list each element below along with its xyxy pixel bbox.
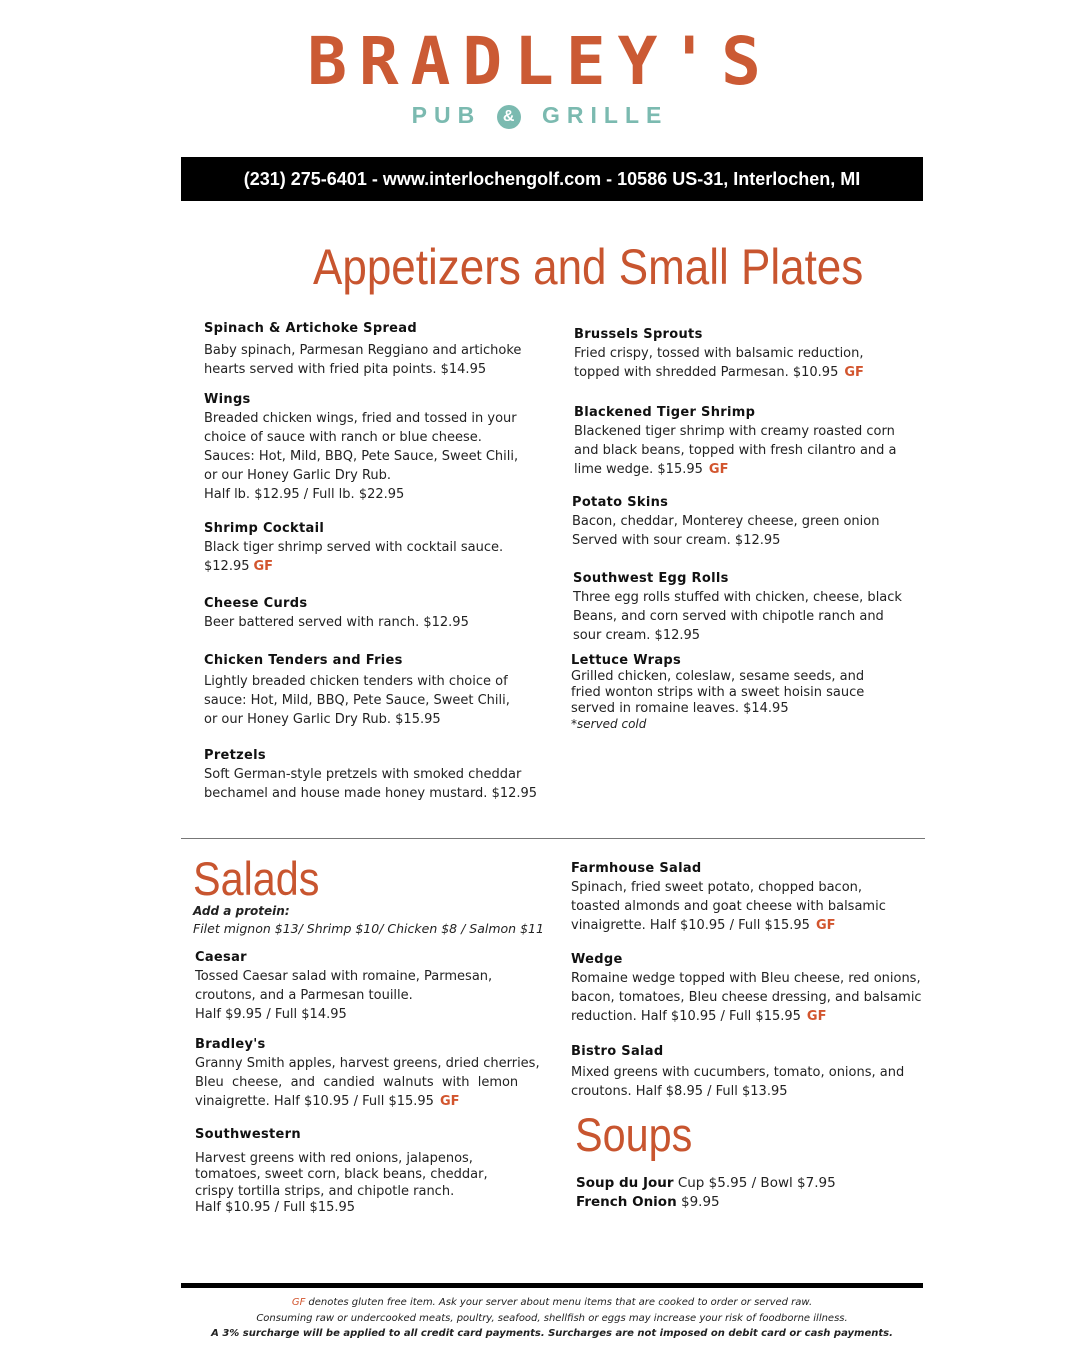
menu-item [572, 493, 879, 550]
item-desc: Grilled chicken, coleslaw, sesame seeds, and [571, 669, 865, 684]
soup-name: French Onion [576, 1194, 677, 1210]
item-note: *served cold [571, 717, 647, 731]
item-desc-line [571, 916, 886, 935]
item-desc: Spinach, fried sweet potato, chopped bacon, [571, 880, 863, 895]
item-name: Southwest Egg Rolls [573, 571, 729, 586]
item-name: Bradley's [195, 1037, 266, 1052]
item-desc: toasted almonds and goat cheese with balsamic [571, 899, 886, 914]
menu-item [195, 948, 492, 1024]
item-desc: croutons. Half $8.95 / Full $13.95 [571, 1084, 788, 1099]
item-desc: Sauces: Hot, Mild, BBQ, Pete Sauce, Sweet Chili, [204, 449, 519, 464]
item-desc: vinaigrette. Half $10.95 / Full $15.95 [571, 918, 810, 933]
gluten-free-badge: GF [815, 918, 836, 933]
item-desc: bacon, tomatoes, Bleu cheese dressing, and balsamic [571, 990, 922, 1005]
menu-item [571, 653, 864, 732]
gluten-free-badge: GF [844, 365, 864, 380]
item-name: Pretzels [204, 748, 266, 763]
item-desc: Fried crispy, tossed with balsamic reduction, [574, 346, 864, 361]
item-desc: Baby spinach, Parmesan Reggiano and artichoke [204, 343, 522, 358]
item-price: $12.95 [204, 559, 250, 574]
item-desc: lime wedge. $15.95 [574, 462, 703, 477]
item-desc: sauce: Hot, Mild, BBQ, Pete Sauce, Sweet Chili, [204, 693, 510, 708]
restaurant-logo-title: BRADLEY'S [307, 23, 773, 100]
item-desc: Romaine wedge topped with Bleu cheese, red onions, [571, 971, 921, 986]
item-desc-line [574, 460, 897, 479]
item-desc-line [204, 557, 503, 576]
item-desc: reduction. Half $10.95 / Full $15.95 [571, 1009, 801, 1024]
menu-item [574, 403, 897, 479]
menu-item [204, 746, 537, 803]
item-desc: Black tiger shrimp served with cocktail sauce. [204, 540, 504, 555]
item-desc-line [195, 1092, 540, 1111]
item-name: Wedge [571, 952, 623, 967]
soups-title: Soups [575, 1108, 693, 1161]
item-name: Caesar [195, 950, 247, 965]
section-divider [181, 838, 925, 839]
item-name: Spinach & Artichoke Spread [204, 321, 417, 336]
item-desc: Beans, and corn served with chipotle ranch and [573, 609, 884, 624]
item-name: Blackened Tiger Shrimp [574, 405, 756, 420]
menu-item [571, 950, 922, 1026]
gluten-free-badge: GF [806, 1009, 827, 1024]
item-desc: croutons, and a Parmesan touille. [195, 988, 413, 1003]
menu-item [573, 569, 902, 645]
menu-item [204, 319, 521, 379]
menu-item [204, 390, 518, 504]
item-desc: Lightly breaded chicken tenders with choice of [204, 674, 508, 689]
protein-prices: Filet mignon $13/ Shrimp $10/ Chicken $8 / Salmon $11 [193, 921, 544, 936]
item-desc: or our Honey Garlic Dry Rub. [204, 468, 392, 483]
soup-item [576, 1193, 720, 1212]
item-desc: Bleu cheese, and candied walnuts with lemon [195, 1075, 519, 1090]
gluten-free-badge: GF [291, 1297, 306, 1308]
soup-item [576, 1174, 836, 1193]
item-desc-line [574, 363, 864, 382]
logo-sub-pub: PUB [411, 102, 482, 128]
item-name: Chicken Tenders and Fries [204, 653, 403, 668]
item-name: Potato Skins [572, 495, 669, 510]
menu-item [574, 325, 864, 382]
item-desc: topped with shredded Parmesan. $10.95 [574, 365, 839, 380]
item-name: Wings [204, 392, 251, 407]
item-name: Farmhouse Salad [571, 861, 702, 876]
protein-label: Add a protein: [193, 904, 290, 918]
item-desc: crispy tortilla strips, and chipotle ranch. [195, 1183, 455, 1199]
contact-bar: (231) 275-6401 - www.interlochengolf.com - 10586 US-31, Interlochen, MI [181, 157, 923, 201]
item-desc: tomatoes, sweet corn, black beans, cheddar, [195, 1167, 488, 1182]
gluten-free-badge: GF [439, 1094, 460, 1109]
menu-item [571, 1042, 904, 1101]
footer-line-1: denotes gluten free item. Ask your server about menu items that are cooked to order or served raw. [308, 1297, 813, 1308]
item-desc-line [571, 1007, 922, 1026]
item-desc: fried wonton strips with a sweet hoisin sauce [571, 685, 865, 700]
item-desc: Harvest greens with red onions, jalapenos, [195, 1150, 473, 1166]
ampersand-badge: & [497, 105, 521, 129]
item-name: Cheese Curds [204, 596, 308, 611]
gluten-free-badge: GF [253, 559, 274, 574]
item-desc: Beer battered served with ranch. $12.95 [204, 615, 469, 630]
menu-item [195, 1035, 540, 1111]
item-desc: Served with sour cream. $12.95 [572, 533, 781, 548]
item-name: Bistro Salad [571, 1044, 664, 1059]
item-name: Lettuce Wraps [571, 653, 682, 668]
soup-price: Cup $5.95 / Bowl $7.95 [677, 1175, 836, 1191]
item-desc: Soft German-style pretzels with smoked cheddar [204, 767, 522, 782]
footer-divider [181, 1283, 923, 1288]
soup-name: Soup du Jour [576, 1175, 674, 1191]
menu-item [204, 519, 503, 576]
footer-gf-note [181, 1295, 923, 1310]
item-desc: Tossed Caesar salad with romaine, Parmesan, [195, 969, 493, 984]
soup-price: $9.95 [681, 1194, 720, 1210]
item-desc: served in romaine leaves. $14.95 [571, 701, 789, 716]
item-desc: hearts served with fried pita points. $14.95 [204, 362, 487, 377]
item-desc: vinaigrette. Half $10.95 / Full $15.95 [195, 1094, 434, 1109]
item-desc: Bacon, cheddar, Monterey cheese, green onion [572, 514, 880, 529]
salads-title: Salads [193, 852, 320, 905]
item-desc: Blackened tiger shrimp with creamy roasted corn [574, 424, 895, 439]
item-name: Brussels Sprouts [574, 327, 703, 342]
item-desc: choice of sauce with ranch or blue cheese. [204, 430, 482, 445]
item-name: Shrimp Cocktail [204, 521, 325, 536]
menu-item [571, 859, 886, 935]
item-desc: Half $10.95 / Full $15.95 [195, 1200, 356, 1215]
item-desc: bechamel and house made honey mustard. $12.95 [204, 786, 538, 801]
item-desc: sour cream. $12.95 [573, 628, 701, 643]
appetizers-title: Appetizers and Small Plates [313, 239, 864, 295]
item-desc: Half lb. $12.95 / Full lb. $22.95 [204, 487, 405, 502]
item-desc: Mixed greens with cucumbers, tomato, onions, and [571, 1065, 905, 1080]
item-desc: Breaded chicken wings, fried and tossed in your [204, 411, 517, 426]
menu-item [204, 594, 469, 632]
footer-line-2: Consuming raw or undercooked meats, poultry, seafood, shellfish or eggs may increase your risk of foodborne illness. [256, 1313, 848, 1324]
item-desc: Three egg rolls stuffed with chicken, cheese, black [573, 590, 902, 605]
logo-sub-grille: GRILLE [542, 102, 669, 128]
item-name: Southwestern [195, 1127, 301, 1142]
footer-line-3: A 3% surcharge will be applied to all credit card payments. Surcharges are not imposed on debit card or cash payments. [211, 1328, 893, 1339]
restaurant-logo-subtitle [0, 100, 1080, 130]
menu-item [204, 651, 510, 729]
gluten-free-badge: GF [708, 462, 729, 477]
item-desc: Half $9.95 / Full $14.95 [195, 1007, 347, 1022]
item-desc: or our Honey Garlic Dry Rub. $15.95 [204, 712, 441, 727]
item-desc: Granny Smith apples, harvest greens, dried cherries, [195, 1056, 540, 1071]
menu-item [195, 1127, 488, 1217]
item-desc: and black beans, topped with fresh cilantro and a [574, 443, 897, 458]
